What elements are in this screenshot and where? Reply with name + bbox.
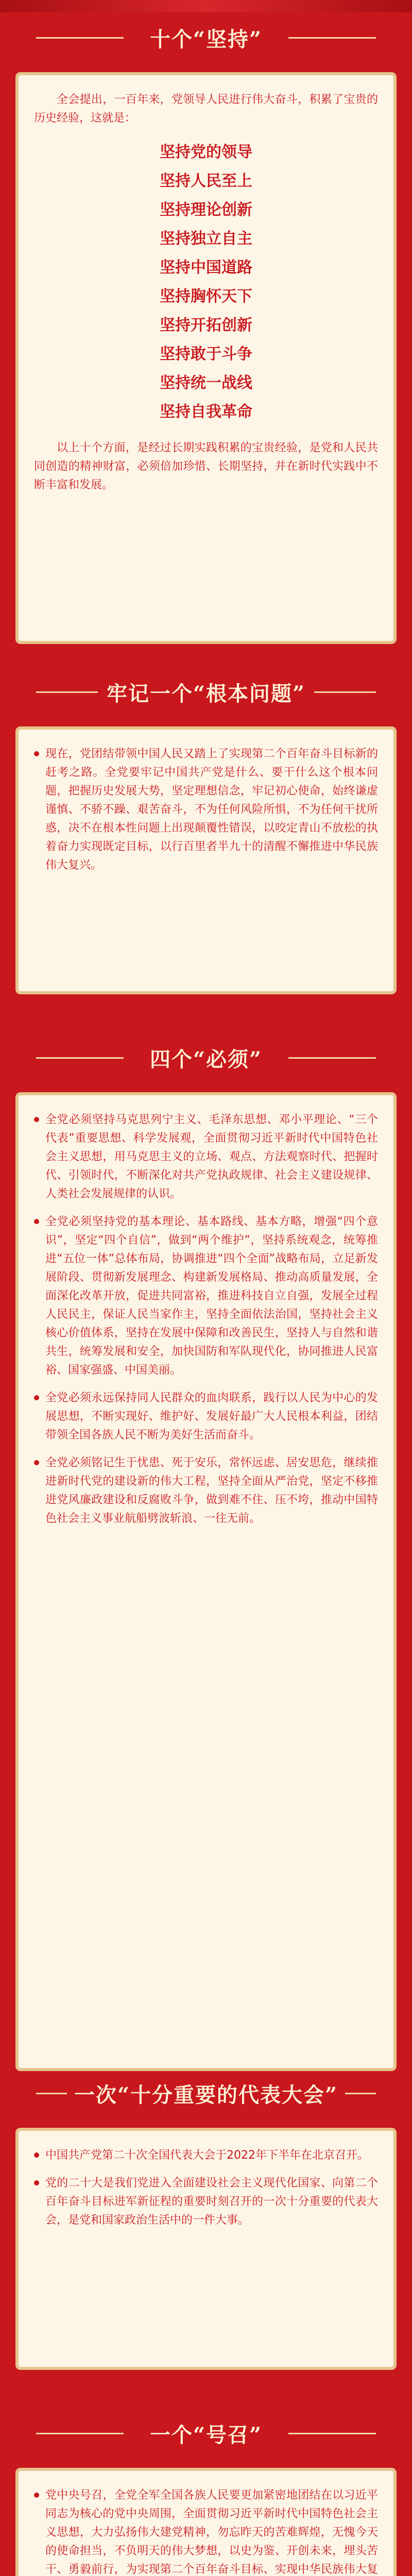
section-title: 一个“号召” xyxy=(149,2422,262,2447)
bullet-icon xyxy=(34,1395,39,1400)
list-item: 坚持中国道路 xyxy=(160,259,252,277)
list-item xyxy=(34,2174,378,2230)
item-text: 全党必须坚持马克思列宁主义、毛泽东思想、邓小平理论、“三个代表”重要思想、科学发展观，全面贯彻习近平新时代中国特色社会主义思想，用马克思主义的立场、观点、方法观察时代、把握时代、引领时代，不断深化对共产党执政规律、社会主义建设规律、人类社会发展规律的认识。 xyxy=(45,1113,378,1200)
content-card xyxy=(15,2468,397,2576)
list-item: 坚持自我革命 xyxy=(160,403,252,421)
section-title-bar xyxy=(15,1036,397,1080)
item-text: 全党必须铭记生于忧患、死于安乐，常怀远虑、居安思危，继续推进新时代党的建设新的伟大工程，坚持全面从严治党，坚定不移推进党风廉政建设和反腐败斗争，做到难不住、压不垮，推动中国特色社会主义事业航船劈波斩浪、一往无前。 xyxy=(45,1456,378,1525)
section-title: 十个“坚持” xyxy=(149,27,262,52)
list-item xyxy=(34,1213,378,1380)
persistence-list xyxy=(34,138,378,427)
list-item: 坚持敢于斗争 xyxy=(160,345,252,363)
item-text: 现在，党团结带领中国人民又踏上了实现第二个百年奋斗目标新的赶考之路。全党要牢记中国共产党是什么、要干什么这个根本问题，把握历史发展大势，坚定理想信念，牢记初心使命，始终谦虚谨慎、不骄不躁、艰苦奋斗，不为任何风险所惧，不为任何干扰所惑，决不在根本性问题上出现颠覆性错误，以咬定青山不放松的执着奋力实现既定目标，以行百里者半九十的清醒不懈推进中华民族伟大复兴。 xyxy=(45,748,378,872)
list-item: 坚持开拓创新 xyxy=(160,316,252,334)
section-title-bar xyxy=(15,2411,397,2455)
bullet-icon xyxy=(34,2180,39,2185)
item-text: 党的二十大是我们党进入全面建设社会主义现代化国家、向第二个百年奋斗目标进军新征程的重要时刻召开的一次十分重要的代表大会，是党和国家政治生活中的一件大事。 xyxy=(45,2177,378,2227)
title-divider-right xyxy=(288,37,376,39)
list-item: 坚持独立自主 xyxy=(160,230,252,248)
section-title: 牢记一个“根本问题” xyxy=(106,681,305,706)
title-divider-left xyxy=(36,2093,67,2094)
list-item: 坚持人民至上 xyxy=(160,172,252,190)
section-title-bar xyxy=(15,670,397,714)
bullet-icon xyxy=(34,1219,39,1224)
content-card xyxy=(15,2128,397,2370)
title-divider-right xyxy=(288,2433,376,2434)
bullet-icon xyxy=(34,2493,39,2498)
list-item xyxy=(34,745,378,875)
title-divider-left xyxy=(36,1057,124,1059)
outro-paragraph: 以上十个方面，是经过长期实践积累的宝贵经验，是党和人民共同创造的精神财富，必须倍加珍惜、长期坚持，并在新时代实践中不断丰富和发展。 xyxy=(34,442,378,492)
intro-paragraph: 全会提出，一百年来，党领导人民进行伟大奋斗，积累了宝贵的历史经验，这就是： xyxy=(34,93,378,125)
section-title: 一次“十分重要的代表大会” xyxy=(74,2082,338,2107)
list-item xyxy=(34,1111,378,1204)
bullet-icon xyxy=(34,2153,39,2158)
section-title-bar xyxy=(15,2071,397,2115)
title-divider-right xyxy=(288,1057,376,1059)
list-item: 坚持胸怀天下 xyxy=(160,287,252,306)
list-item: 坚持统一战线 xyxy=(160,374,252,392)
section-title: 四个“必须” xyxy=(149,1047,262,1072)
title-divider-right xyxy=(314,691,376,693)
content-card xyxy=(15,1092,397,2071)
item-text: 全党必须永远保持同人民群众的血肉联系，践行以人民为中心的发展思想，不断实现好、维护好、发展好最广大人民根本利益，团结带领全国各族人民不断为美好生活而奋斗。 xyxy=(45,1392,378,1442)
title-divider-left xyxy=(36,2433,124,2434)
content-card xyxy=(15,726,397,994)
list-item xyxy=(34,2486,378,2576)
list-item xyxy=(34,1454,378,1528)
list-item: 坚持理论创新 xyxy=(160,201,252,219)
list-item xyxy=(34,1389,378,1445)
content-card xyxy=(15,72,397,644)
title-divider-left xyxy=(36,691,98,693)
item-text: 党中央号召，全党全军全国各族人民要更加紧密地团结在以习近平同志为核心的党中央周围，全面贯彻习近平新时代中国特色社会主义思想，大力弘扬伟大建党精神，勿忘昨天的苦难辉煌，无愧今天的使命担当，不负明天的伟大梦想，以史为鉴、开创未来，埋头苦干、勇毅前行，为实现第二个百年奋斗目标、实现中华民族伟大复 xyxy=(45,2489,378,2576)
bullet-icon xyxy=(34,1117,39,1122)
top-decoration xyxy=(0,0,412,12)
section-title-bar xyxy=(15,15,397,60)
item-text: 全党必须坚持党的基本理论、基本路线、基本方略，增强“四个意识”，坚定“四个自信”，做到“两个维护”，坚持系统观念，统筹推进“五位一体”总体布局，协调推进“四个全面”战略布局，立足新发展阶段、贯彻新发展理念、构建新发展格局、推动高质量发展，全面深化改革开放，促进共同富裕，推进科技自立自强，发展全过程人民民主，保证人民当家作主，坚持全面依法治国，坚持社会主义核心价值体系，坚持在发展中保障和改善民生，坚持人与自然和谐共生，统筹发展和安全，加快国防和军队现代化，协同推进人民富裕、国家强盛、中国美丽。 xyxy=(45,1215,378,1377)
list-item: 坚持党的领导 xyxy=(160,143,252,161)
bullet-icon xyxy=(34,751,39,756)
title-divider-right xyxy=(345,2093,376,2094)
item-text: 中国共产党第二十次全国代表大会于2022年下半年在北京召开。 xyxy=(45,2149,369,2162)
bullet-icon xyxy=(34,1460,39,1465)
title-divider-left xyxy=(36,37,124,39)
list-item xyxy=(34,2146,378,2165)
